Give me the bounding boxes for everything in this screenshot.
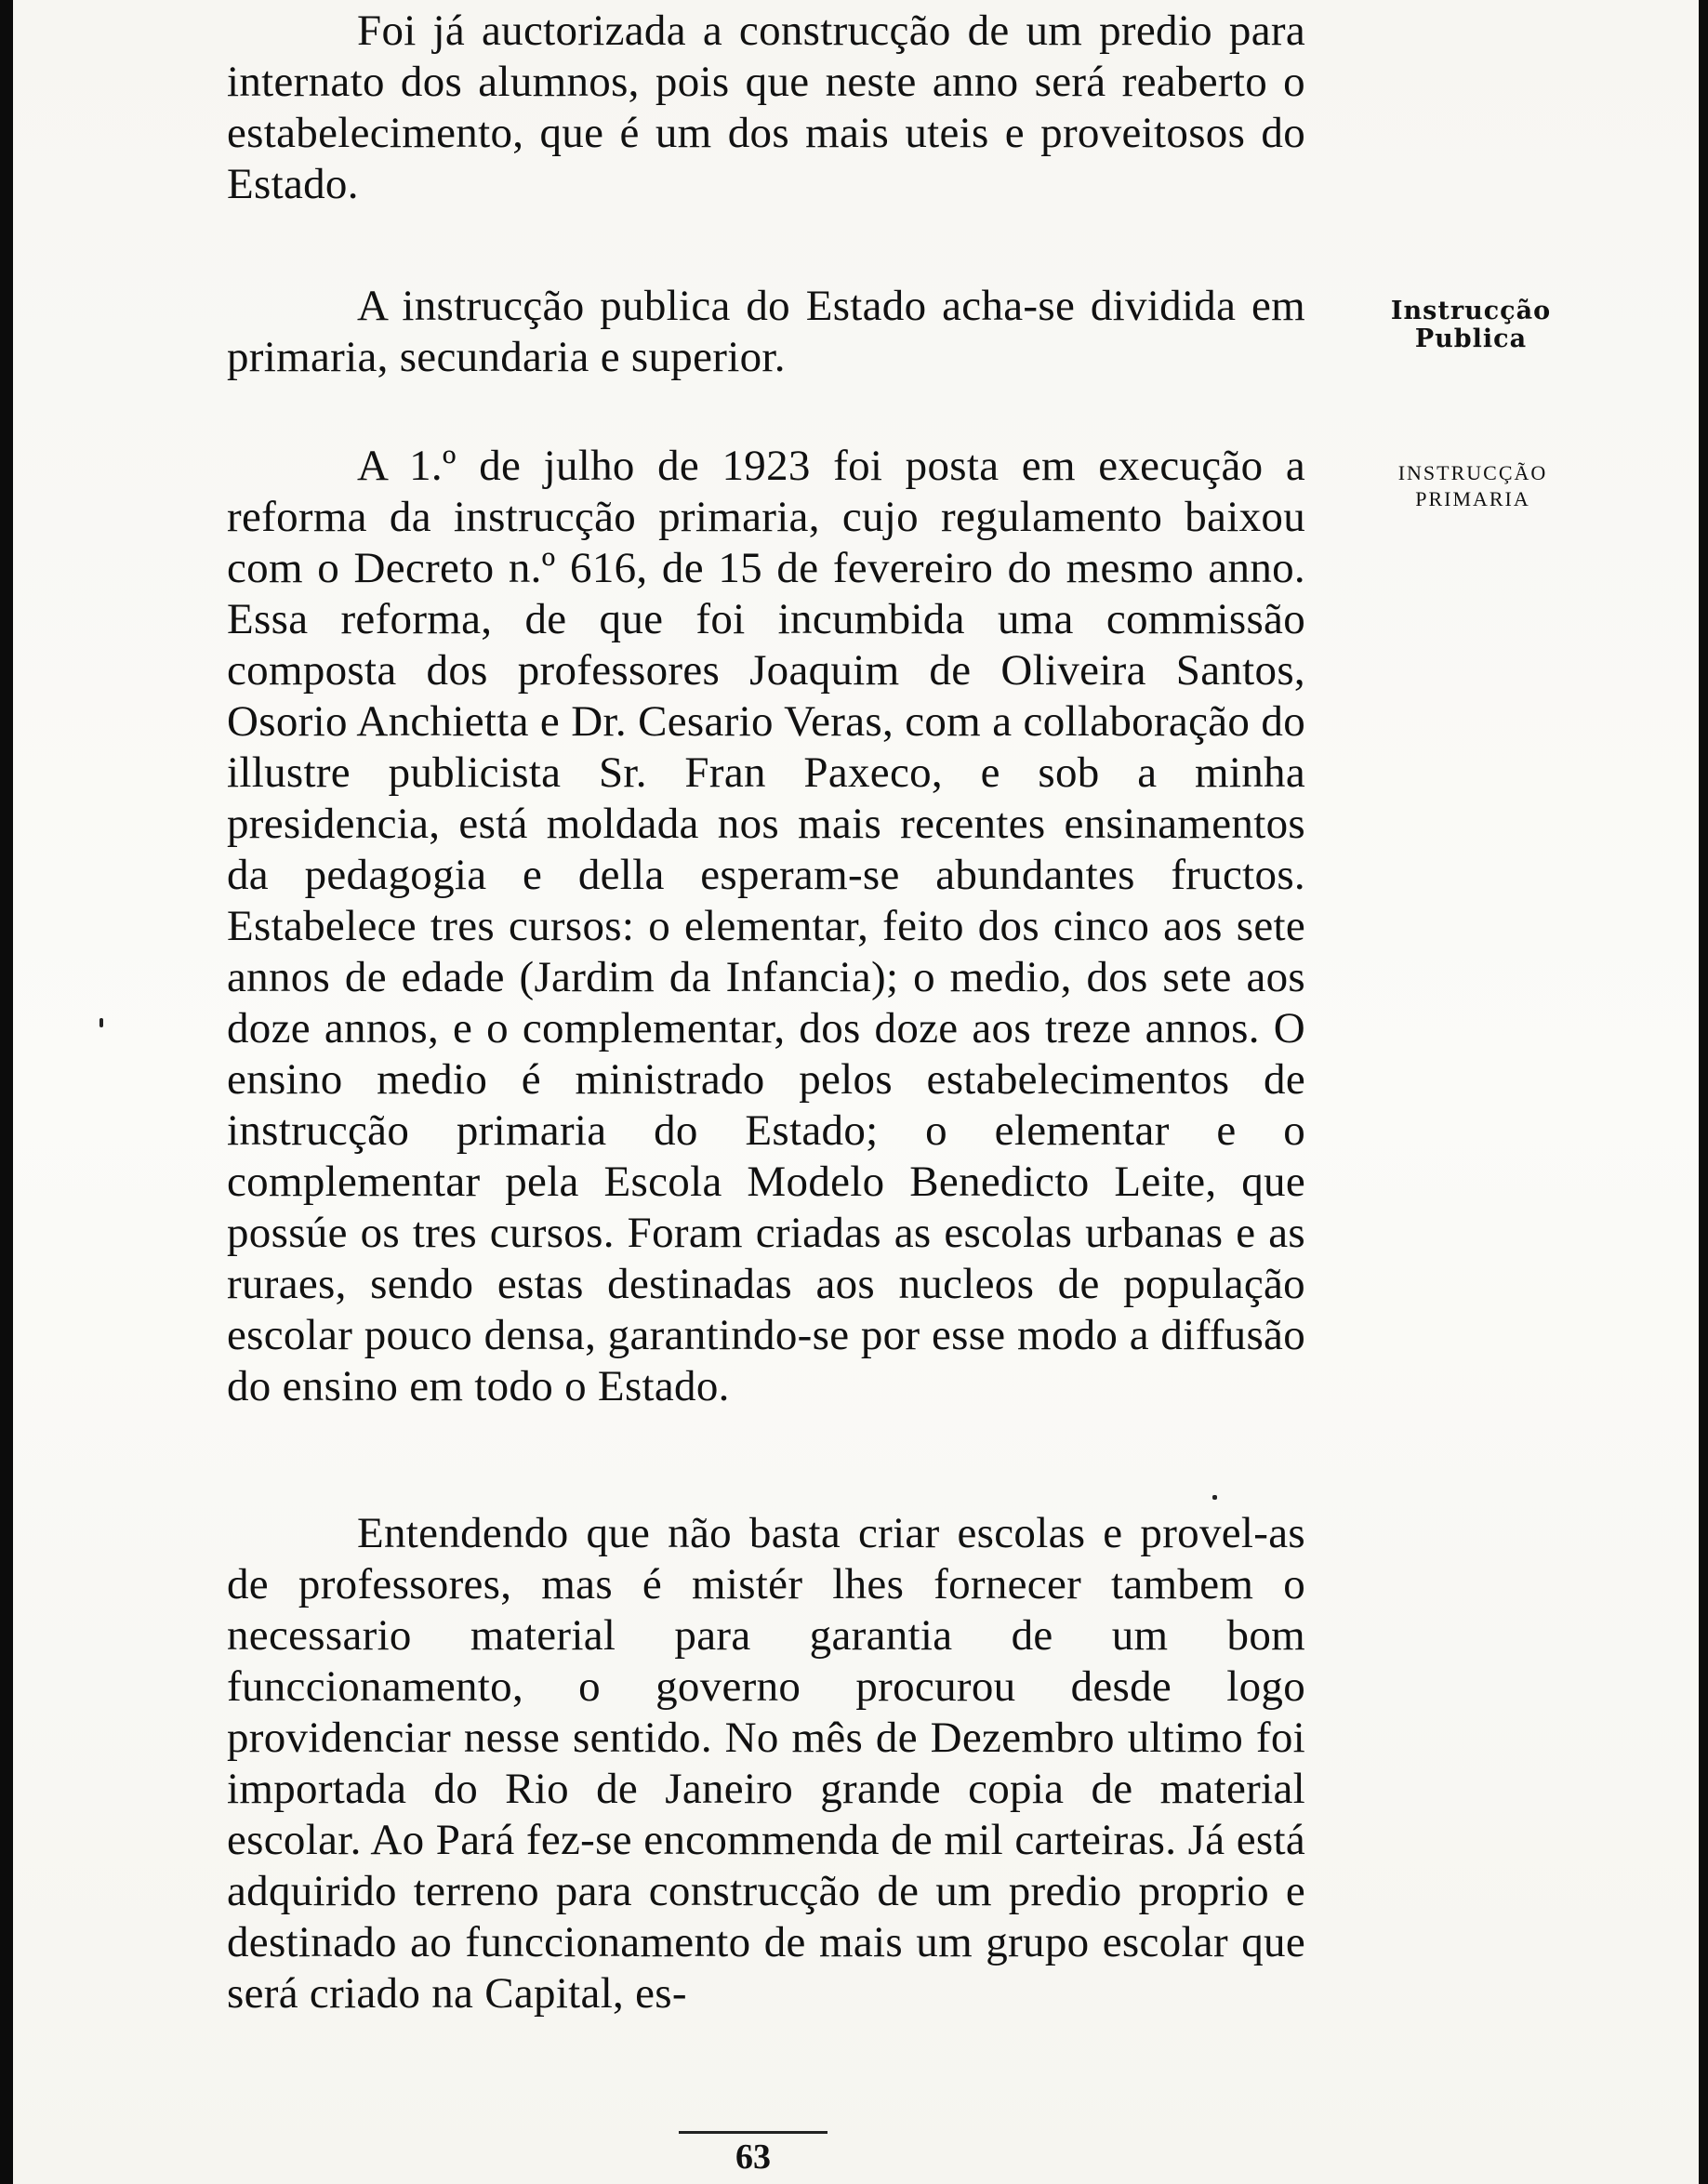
margin-note-instrucao-primaria	[1380, 460, 1566, 512]
scan-speck	[1212, 1495, 1217, 1500]
document-page	[13, 0, 1699, 2184]
page-number: 63	[735, 2138, 771, 2177]
body-text	[227, 6, 1305, 2018]
scan-border-left	[0, 0, 13, 2184]
paragraph-internato: Foi já auctorizada a construcção de um predio para internato dos alumnos, pois que neste anno será reaberto o estabelecimento, que é um dos mais uteis e proveitosos do Estado.	[227, 7, 1305, 208]
scan-speck	[99, 1018, 103, 1027]
margin-note-line: Instrucção	[1390, 297, 1552, 325]
scan-border-right	[1699, 0, 1708, 2184]
page-number-rule	[679, 2131, 828, 2134]
margin-note-line: PRIMARIA	[1415, 487, 1530, 510]
paragraph-instrucao-publica: A instrucção publica do Estado acha-se dividida em primaria, secundaria e superior.	[227, 282, 1305, 381]
margin-note-line: INSTRUCÇÃO	[1397, 461, 1548, 484]
margin-note-line: Publica	[1414, 324, 1528, 353]
paragraph-reforma-instrucao-primaria: A 1.º de julho de 1923 foi posta em execução a reforma da instrucção primaria, cujo regulamento baixou com o Decreto n.º 616, de 15 de fevereiro do mesmo anno. Essa reforma, de que foi incumbida uma commissão composta dos professores Joaquim de Oliveira Santos, Osorio Anchietta e Dr. Cesario Veras, com a collaboração do illustre publicista Sr. Fran Paxeco, e sob a minha presidencia, está moldada nos mais recentes ensinamentos da pedagogia e della esperam-se abundantes fructos. Estabelece tres cursos: o elementar, feito dos cinco aos sete annos de edade (Jardim da Infancia); o medio, dos sete aos doze annos, e o complementar, dos doze aos treze annos. O ensino medio é ministrado pelos estabelecimentos de instrucção primaria do Estado; o elementar e o complementar pela Escola Modelo Benedicto Leite, que possúe os tres cursos. Foram criadas as escolas urbanas e as ruraes, sendo estas destinadas aos nucleos de população escolar pouco densa, garantindo-se por esse modo a diffusão do ensino em todo o Estado.	[227, 442, 1305, 1410]
margin-note-instrucao-publica	[1350, 298, 1592, 353]
paragraph-material-escolar: Entendendo que não basta criar escolas e provel-as de professores, mas é mistér lhes fornecer tambem o necessario material para garantia de um bom funccionamento, o governo procurou desde logo providenciar nesse sentido. No mês de Dezembro ultimo foi importada do Rio de Janeiro grande copia de material escolar. Ao Pará fez-se encommenda de mil carteiras. Já está adquirido terreno para construcção de um predio proprio e destinado ao funccionamento de mais um grupo escolar que será criado na Capital, es-	[227, 1509, 1305, 2018]
